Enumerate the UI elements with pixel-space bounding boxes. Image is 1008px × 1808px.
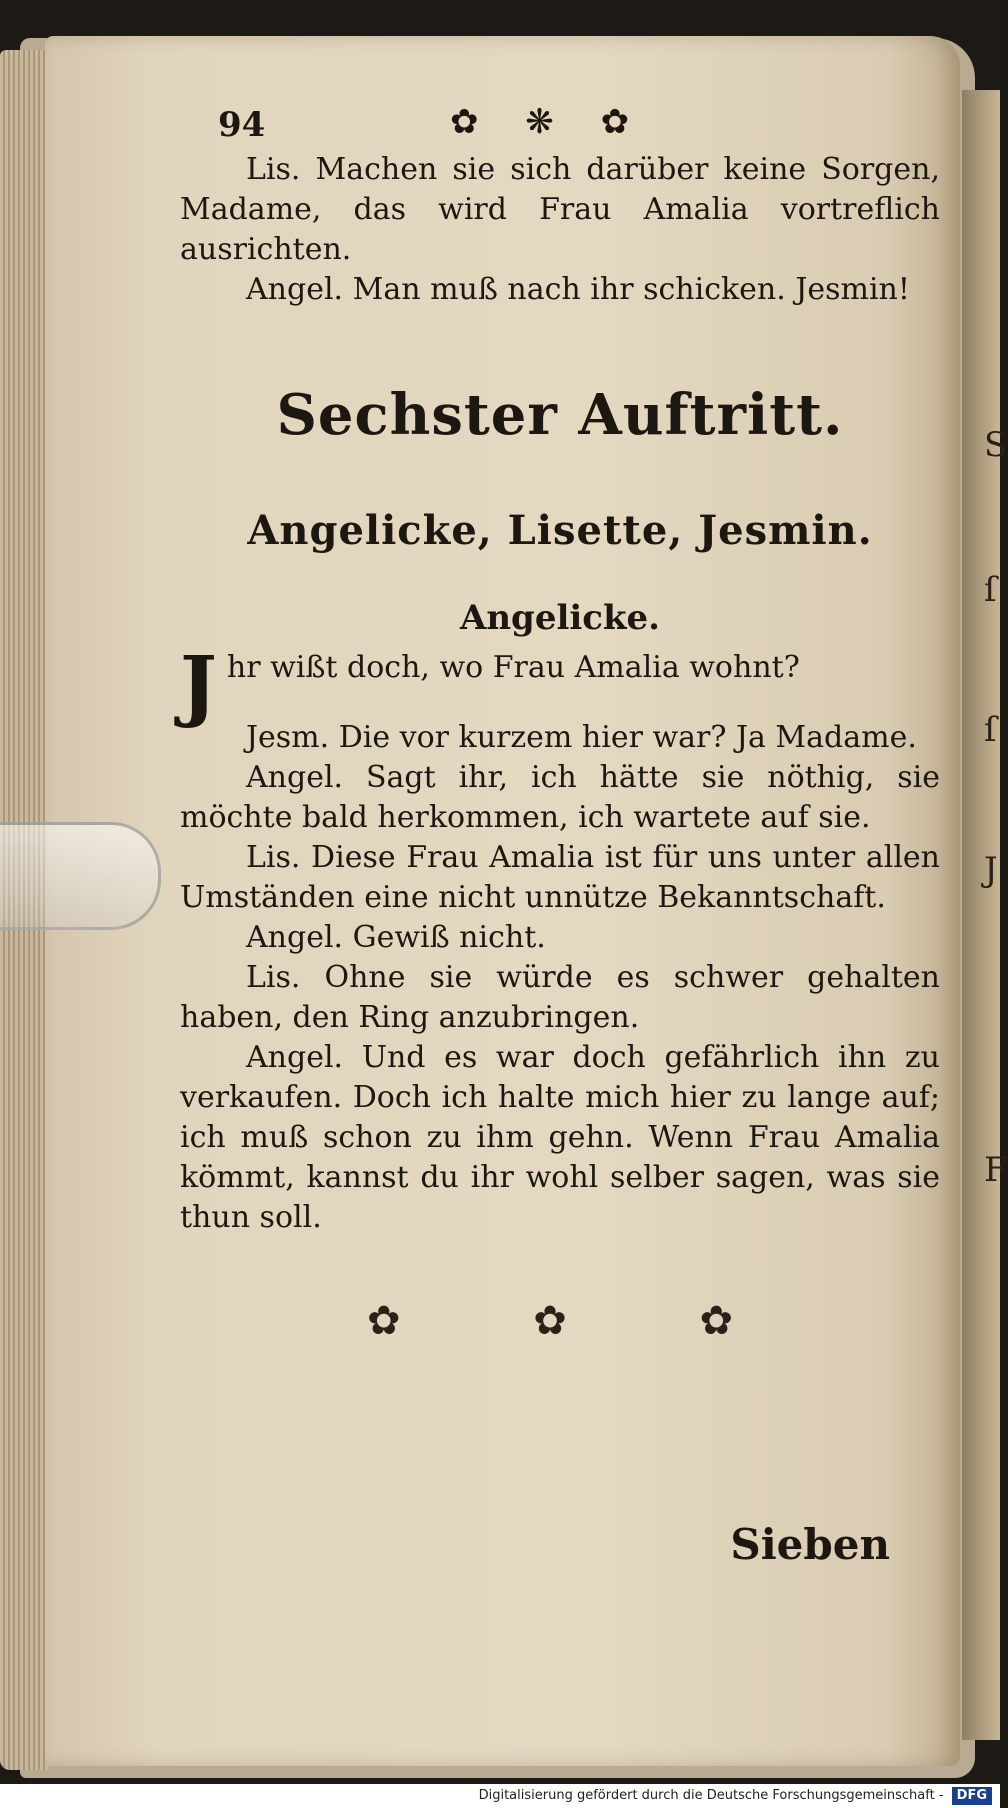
fleuron-ornament: ✿ ✿ ✿	[367, 1298, 793, 1344]
facing-page-edge: S ſ ſ J F	[962, 90, 1000, 1740]
dfg-logo: DFG	[952, 1787, 992, 1805]
scene-title: Sechster Auftritt.	[276, 382, 844, 448]
first-speech	[180, 640, 940, 731]
dialogue-line: Lis. Diese Frau Amalia ist für uns unter allen Umständen eine nicht unnütze Bekanntschaft.	[180, 840, 940, 915]
drop-cap: J	[180, 640, 217, 731]
first-speech-text: hr wißt doch, wo Frau Amalia wohnt?	[226, 650, 800, 685]
dialogue-line: Jesm. Die vor kurzem hier war? Ja Madame.	[246, 720, 917, 755]
dialogue-line: Lis. Ohne sie würde es schwer gehalten haben, den Ring anzubringen.	[180, 960, 940, 1035]
dialogue-line: Angel. Und es war doch gefährlich ihn zu verkaufen. Doch ich halte mich hier zu lange auf; ich muß schon zu ihm gehn. Wenn Frau Amalia kömmt, kannst du ihr wohl selber sagen, was sie thun soll.	[180, 1040, 940, 1235]
catchword: Sieben	[730, 1520, 890, 1569]
credit-text: Digitalisierung gefördert durch die Deutsche Forschungsgemeinschaft -	[478, 1788, 944, 1803]
dialogue-line: Lis. Machen sie sich darüber keine Sorgen, Madame, das wird Frau Amalia vortreflich ausrichten.	[180, 152, 940, 267]
speaker-heading: Angelicke.	[459, 598, 661, 638]
page-number: 94	[218, 105, 266, 145]
page-header	[180, 90, 940, 150]
page-text	[180, 90, 940, 1344]
digitization-credit-bar	[0, 1784, 1000, 1808]
plastic-clip	[0, 822, 161, 930]
dialogue-line: Angel. Sagt ihr, ich hätte sie nöthig, sie möchte bald herkommen, ich wartete auf sie.	[180, 760, 940, 835]
dialogue-line: Angel. Gewiß nicht.	[246, 920, 546, 955]
header-ornament: ✿ ❋ ✿	[450, 102, 648, 142]
dialogue-line: Angel. Man muß nach ihr schicken. Jesmin!	[246, 272, 910, 307]
cast-list: Angelicke, Lisette, Jesmin.	[247, 507, 873, 554]
